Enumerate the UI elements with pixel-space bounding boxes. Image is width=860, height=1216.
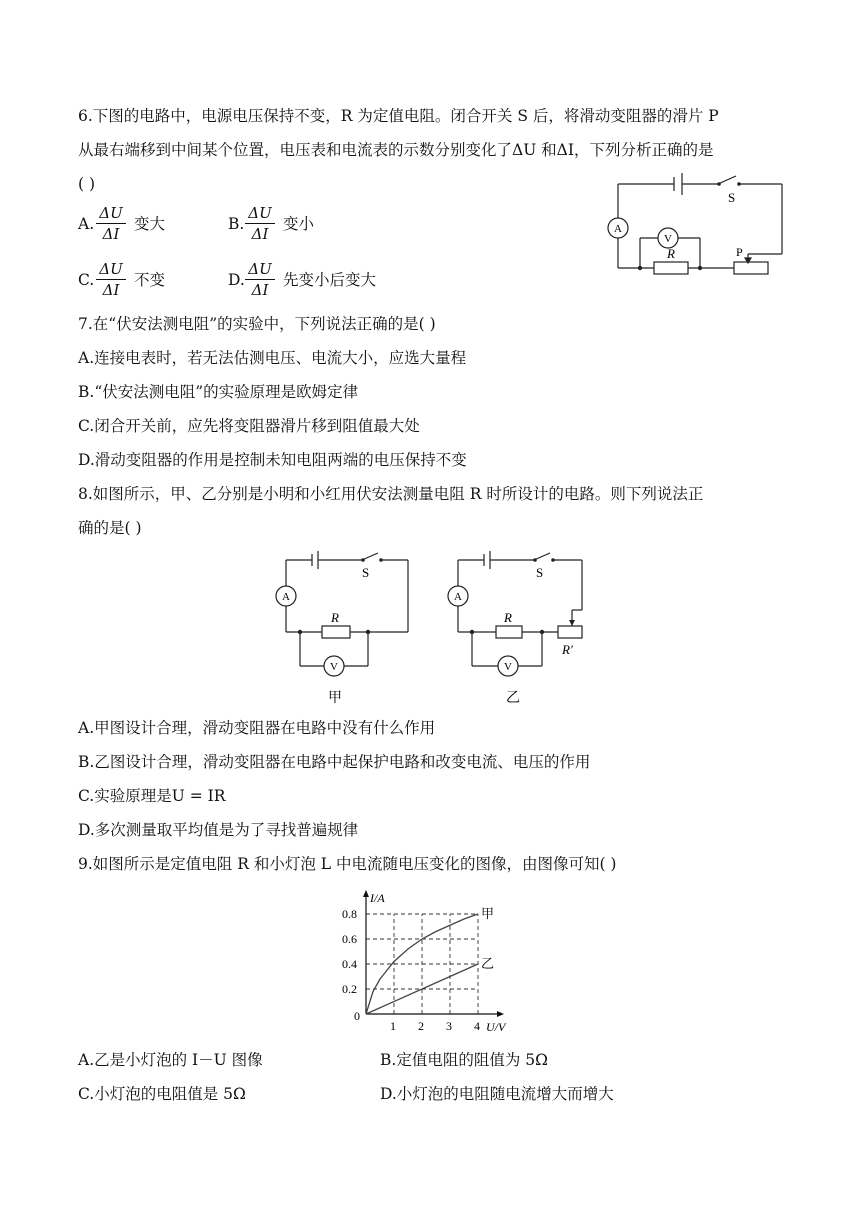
q6-slider-label: P	[736, 245, 743, 259]
q8-yi-rheostat-label: R′	[562, 642, 573, 657]
q8-circuit-jia	[268, 550, 418, 710]
iu-chart	[336, 884, 526, 1034]
frac-denominator: ΔI	[251, 281, 269, 299]
q7-stem: 7.在“伏安法测电阻”的实验中，下列说法正确的是( )	[78, 315, 436, 333]
q8-option-c: C.实验原理是U = IR	[78, 787, 226, 805]
q8-jia-voltmeter-label: V	[330, 661, 338, 673]
x-tick-label: 2	[418, 1019, 424, 1033]
x-axis-label: U/V	[486, 1020, 506, 1034]
q9-option-d: D.小灯泡的电阻随电流增大而增大	[380, 1085, 614, 1103]
q8-option-d: D.多次测量取平均值是为了寻找普遍规律	[78, 821, 359, 839]
q8-circuit-yi	[440, 550, 595, 710]
q6-option-c-fraction	[96, 259, 126, 300]
chart-grid	[366, 914, 478, 1014]
frac-denominator: ΔI	[102, 281, 120, 299]
y-tick-label: 0.2	[342, 982, 357, 996]
y-axis-label: I/A	[370, 891, 385, 905]
q6-option-b-text: 变小	[283, 215, 315, 233]
q8-yi-resistor-label: R	[504, 610, 512, 625]
q6-option-a-letter: A.	[78, 215, 95, 233]
y-tick-label: 0.4	[342, 957, 357, 971]
frac-denominator: ΔI	[102, 225, 120, 243]
q6-option-b-fraction	[245, 203, 275, 244]
q6-option-d-letter: D.	[228, 271, 245, 289]
q8-jia-caption: 甲	[328, 691, 342, 706]
q8-yi-ammeter-label: A	[454, 591, 462, 603]
q8-option-b: B.乙图设计合理，滑动变阻器在电路中起保护电路和改变电流、电压的作用	[78, 753, 591, 771]
q9-stem: 9.如图所示是定值电阻 R 和小灯泡 L 中电流随电压变化的图像，由图像可知( )	[78, 855, 617, 873]
frac-denominator: ΔI	[251, 225, 269, 243]
q6-resistor-label: R	[667, 246, 675, 261]
q6-option-c-text: 不变	[134, 271, 166, 289]
q7-option-c: C.闭合开关前，应先将变阻器滑片移到阻值最大处	[78, 417, 420, 435]
series-label-1: 乙	[481, 956, 495, 971]
q6-voltmeter-label: V	[664, 233, 672, 245]
q6-paren: ( )	[78, 175, 96, 193]
q8-line2: 确的是( )	[78, 519, 142, 537]
q6-option-c-letter: C.	[78, 271, 95, 289]
frac-numerator: ΔU	[245, 203, 275, 224]
q8-jia-resistor-label: R	[331, 610, 339, 625]
x-tick-label: 1	[390, 1019, 396, 1033]
q6-option-d-fraction	[245, 259, 275, 300]
frac-numerator: ΔU	[96, 259, 126, 280]
q6-ammeter-label: A	[614, 223, 622, 235]
q9-option-a: A.乙是小灯泡的 I－U 图像	[78, 1051, 263, 1069]
q7-option-b: B.“伏安法测电阻”的实验原理是欧姆定律	[78, 383, 359, 401]
origin-label: 0	[354, 1009, 360, 1023]
x-axis-arrow	[497, 1011, 504, 1017]
y-tick-label: 0.6	[342, 932, 357, 946]
q6-circuit-diagram	[600, 170, 800, 282]
q7-option-a: A.连接电表时，若无法估测电压、电流大小，应选大量程	[78, 349, 467, 367]
frac-numerator: ΔU	[245, 259, 275, 280]
q8-option-a: A.甲图设计合理，滑动变阻器在电路中没有什么作用	[78, 719, 436, 737]
q8-line1: 8.如图所示，甲、乙分别是小明和小红用伏安法测量电阻 R 时所设计的电路。则下列说法正	[78, 485, 704, 503]
series-label-0: 甲	[481, 906, 495, 921]
q9-option-c: C.小灯泡的电阻值是 5Ω	[78, 1085, 246, 1103]
q6-switch-label: S	[728, 190, 736, 205]
q7-option-d: D.滑动变阻器的作用是控制未知电阻两端的电压保持不变	[78, 451, 467, 469]
q8-yi-voltmeter-label: V	[504, 661, 512, 673]
q8-jia-switch-label: S	[362, 565, 370, 580]
q8-jia-ammeter-label: A	[282, 591, 290, 603]
q8-yi-caption: 乙	[506, 691, 520, 706]
y-tick-label: 0.8	[342, 907, 357, 921]
q6-option-b-letter: B.	[228, 215, 245, 233]
q6-line2: 从最右端移到中间某个位置，电压表和电流表的示数分别变化了ΔU 和ΔI，下列分析正确的是	[78, 141, 714, 159]
q9-option-b: B.定值电阻的阻值为 5Ω	[380, 1051, 548, 1069]
q6-line1: 6.下图的电路中，电源电压保持不变，R 为定值电阻。闭合开关 S 后，将滑动变阻器的滑片 P	[78, 107, 719, 125]
q6-option-a-fraction	[96, 203, 126, 244]
q6-option-a-text: 变大	[134, 215, 166, 233]
frac-numerator: ΔU	[96, 203, 126, 224]
q6-option-d-text: 先变小后变大	[283, 271, 377, 289]
x-tick-label: 3	[446, 1019, 452, 1033]
x-tick-label: 4	[474, 1019, 480, 1033]
y-axis-arrow	[363, 890, 369, 897]
q8-yi-switch-label: S	[536, 565, 544, 580]
